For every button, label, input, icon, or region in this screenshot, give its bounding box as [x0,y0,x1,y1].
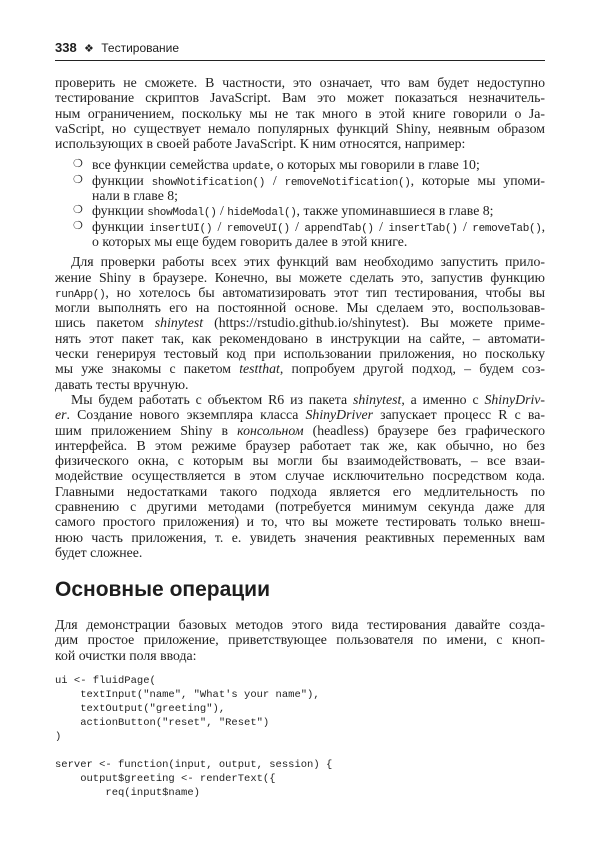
text-segment: , которые мы упоми- [410,172,545,188]
paragraph [55,75,545,151]
text-line [55,377,545,392]
ornament-icon: ❖ [84,43,94,55]
list-item [55,219,545,250]
text-line [55,530,545,545]
bullet-icon: ❍ [73,158,83,171]
inline-code: removeTab() [472,222,542,234]
italic-text: ShinyDriver [305,407,373,423]
list-item [55,157,545,172]
running-header [55,40,545,61]
bullet-list [55,157,545,249]
text-segment: будет сложнее. [55,544,143,560]
text-line [55,331,545,346]
code-listing: ui <- fluidPage( textInput("name", "What's your name"), textOutput("greeting"), actionButton("reset", "Reset") ) server <- function(input, output, session) { output$greeting <- renderText({ req(input$name) [55,675,333,799]
text-segment: функции [92,172,152,188]
text-line [55,285,545,300]
text-segment: . Создание нового экземпляра класса [66,407,306,423]
inline-code: showModal() [147,207,217,220]
text-segment: Главными недостатками такого подхода является его медлительность по [55,483,545,499]
text-line [55,136,545,151]
text-segment: тестирование скриптов JavaScript. Вам это может показаться незначитель- [55,90,545,106]
text-line [55,315,545,330]
bullet-icon: ❍ [73,173,83,186]
paragraph [55,617,545,663]
italic-text: er [55,407,67,423]
text-line [55,438,545,453]
list-item [55,173,545,204]
text-segment: , но хотелось бы автоматизировать этот тип тестирования, чтобы вы [105,284,545,300]
italic-text: testthat [239,361,280,377]
text-segment: / [212,218,227,234]
text-segment: / [289,218,305,234]
text-segment: vaScript, но существует немало популярных функций Shiny, неявным образом [55,120,545,136]
text-segment: шим приложением Shiny в [55,422,238,438]
text-segment: / [373,218,389,234]
text-segment: , [541,218,545,234]
text-segment: функции [92,203,148,219]
text-line [92,234,545,249]
text-segment: , а именно с [401,391,485,407]
text-line [55,514,545,529]
text-segment: Мы будем работать с объектом R6 из пакета [71,391,354,407]
text-segment: Для проверки работы всех этих функций вам необходимо запустить прило- [71,254,545,270]
italic-text: ShinyDriv- [484,391,545,407]
inline-code: insertTab() [388,222,458,234]
text-segment: сравнению с другими методами (потребуется минимум секунда даже для [55,499,545,515]
list-item [55,203,545,218]
text-segment: запускает процесс R с ва- [372,407,545,423]
text-line [55,468,545,483]
paragraph [55,392,545,560]
text-line [55,484,545,499]
inline-code: hideModal() [227,207,297,220]
text-segment: ным ограничением, поскольку мы не так много в этой книге говорили о Ja- [55,105,545,121]
text-line [55,361,545,376]
text-segment: (headless) браузере без графического [303,422,545,438]
inline-code: runApp() [55,288,106,301]
text-line [55,423,545,438]
text-segment: жение Shiny в браузере. Конечно, вы можете сделать это, запустив функцию [55,269,545,285]
text-line [92,173,545,188]
text-line [55,254,545,269]
text-segment: давать тесты вручную. [55,376,189,392]
inline-code: removeNotification() [284,176,411,189]
text-segment: кой очистки поля ввода: [55,647,197,663]
text-segment: , попробуем другой подход, – будем соз- [279,361,545,377]
text-line [92,157,545,172]
inline-code: update [232,161,271,174]
inline-code: insertUI() [149,222,213,234]
text-segment: модействие осуществляется в этом случае исключительно посредством кода. [55,468,545,484]
text-segment: о которых мы еще будем говорить далее в этой книге. [92,233,408,249]
text-line [55,617,545,632]
text-segment: самого простого приложения) и то, что вы можете тестировать только внеш- [55,514,545,530]
text-segment: / [457,218,473,234]
text-segment: функции [92,218,150,234]
body-text-2 [55,617,545,663]
text-segment: проверить не сможете. В частности, это означает, что вам будет недоступно [55,75,545,90]
text-line [55,75,545,90]
text-segment: , также упоминавшиеся в главе 8; [296,203,494,219]
italic-text: shinytest [353,391,402,407]
paragraph [55,254,545,392]
italic-text: shinytest [154,315,204,331]
text-segment: Для демонстрации базовых методов этого вида тестирования давайте созда- [55,617,545,632]
bullet-icon: ❍ [73,204,83,217]
text-segment: , о которых мы говорили в главе 10; [270,157,480,173]
text-line [55,300,545,315]
text-line [55,499,545,514]
text-segment: (https://rstudio.github.io/shinytest). Вы можете приме- [203,315,545,331]
text-line [55,106,545,121]
text-line [92,203,545,218]
text-segment: чески генерируя тестовый код при использовании приложения, но поскольку [55,346,545,362]
page-number: 338 [55,40,77,55]
text-segment: / [265,172,285,188]
text-line [92,188,545,203]
text-segment: могли выполнять его на постоянной основе. Мы сделаем это, воспользовав- [55,300,545,316]
inline-code: appendTab() [304,222,374,234]
text-segment: физического окна, с которым вы могли бы взаимодействовать, – все взаи- [55,453,545,469]
text-line [55,90,545,105]
text-segment: нали в главе 8; [92,188,179,204]
text-segment: все функции семейства [92,157,233,173]
text-line [55,545,545,560]
text-segment: дим простое приложение, приветствующее пользователя по имени, с кноп- [55,632,545,648]
text-segment: нять этот пакет так, как рекомендовано в инструкции на сайте, – автомати- [55,330,545,346]
chapter-title: Тестирование [101,41,180,55]
text-line [55,392,545,407]
text-segment: мы уже знакомы с пакетом [55,361,240,377]
bullet-icon: ❍ [73,219,83,232]
text-segment: нюю часть приложения, т. е. увидеть значения реактивных переменных вам [55,529,545,545]
text-line [55,648,545,663]
text-line [92,219,545,234]
text-line [55,453,545,468]
text-line [55,632,545,647]
text-line [55,346,545,361]
inline-code: removeUI() [226,222,290,234]
body-text [55,75,545,560]
text-segment: использующих в своей работе JavaScript. К ним относятся, например: [55,136,466,152]
text-line [55,121,545,136]
text-segment: / [216,203,228,219]
text-line [55,270,545,285]
italic-text: консольном [237,422,304,438]
section-heading: Основные операции [55,578,270,601]
text-line [55,407,545,422]
text-segment: интерфейса. В этом режиме браузер работает так же, как обычно, но без [55,437,545,453]
inline-code: showNotification() [151,176,266,189]
text-segment: шись пакетом [55,315,155,331]
